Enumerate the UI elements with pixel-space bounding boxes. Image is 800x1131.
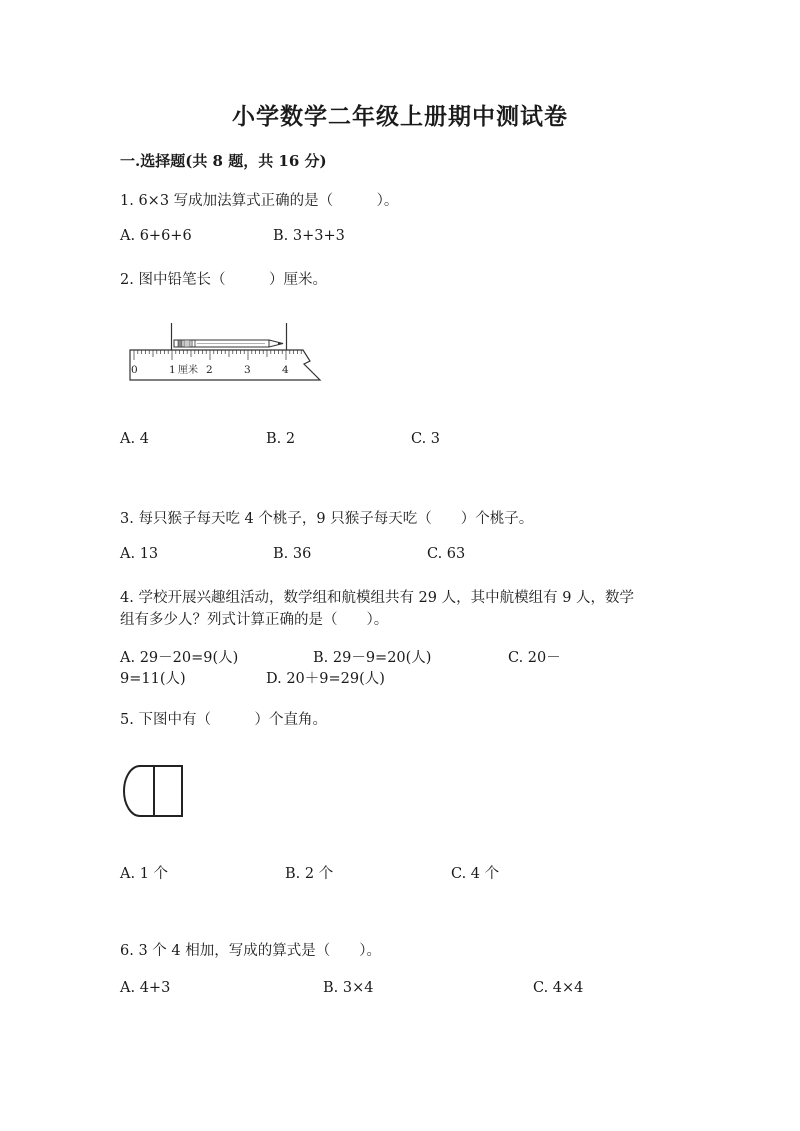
question-4-option-d: D. 20＋9=29(人) (266, 671, 385, 687)
question-2-option-b: B. 2 (266, 431, 296, 447)
question-3-option-c: C. 63 (427, 546, 466, 562)
question-2-option-c: C. 3 (411, 431, 441, 447)
question-3-stem: 3. 每只猴子每天吃 4 个桃子，9 只猴子每天吃（ ）个桃子。 (120, 511, 534, 527)
question-4-stem-line-1: 4. 学校开展兴趣组活动，数学组和航模组共有 29 人，其中航模组有 9 人，数学 (120, 590, 635, 606)
question-5-stem: 5. 下图中有（ ）个直角。 (120, 712, 327, 728)
question-5-option-a: A. 1 个 (120, 866, 169, 882)
question-4-stem-line-2: 组有多少人？列式计算正确的是（ ）。 (120, 612, 389, 628)
question-1-stem: 1. 6×3 写成加法算式正确的是（ ）。 (120, 193, 399, 209)
ruler-label-4: 4 (282, 364, 289, 376)
section-heading: 一.选择题(共 8 题，共 16 分) (120, 152, 327, 170)
right-angle-figure (122, 764, 186, 818)
question-3-option-a: A. 13 (120, 546, 159, 562)
question-5-option-b: B. 2 个 (285, 866, 334, 882)
question-6-stem: 6. 3 个 4 相加，写成的算式是（ ）。 (120, 943, 381, 959)
ruler-pencil-figure (120, 318, 326, 388)
question-1-option-b: B. 3+3+3 (273, 228, 345, 244)
question-6-option-a: A. 4+3 (120, 980, 171, 996)
page-title: 小学数学二年级上册期中测试卷 (232, 103, 568, 130)
pencil-icon (174, 340, 283, 347)
question-2-stem: 2. 图中铅笔长（ ）厘米。 (120, 272, 327, 288)
ruler-label-3: 3 (244, 364, 251, 376)
ruler-unit-label: 厘米 (178, 365, 198, 376)
question-4-option-b: B. 29－9=20(人) (313, 650, 432, 666)
question-6-option-b: B. 3×4 (323, 980, 374, 996)
question-2-option-a: A. 4 (120, 431, 149, 447)
question-6-option-c: C. 4×4 (533, 980, 584, 996)
question-5-option-c: C. 4 个 (451, 866, 500, 882)
ruler-icon (130, 350, 320, 380)
question-4-option-a: A. 29－20=9(人) (120, 650, 239, 666)
ruler-label-1: 1 (169, 364, 176, 376)
question-3-option-b: B. 36 (273, 546, 312, 562)
question-4-option-c-continued: 9=11(人) (120, 671, 186, 687)
question-4-option-c: C. 20－ (508, 650, 561, 666)
ruler-label-2: 2 (206, 364, 213, 376)
ruler-label-0: 0 (131, 364, 138, 376)
question-1-option-a: A. 6+6+6 (120, 228, 192, 244)
